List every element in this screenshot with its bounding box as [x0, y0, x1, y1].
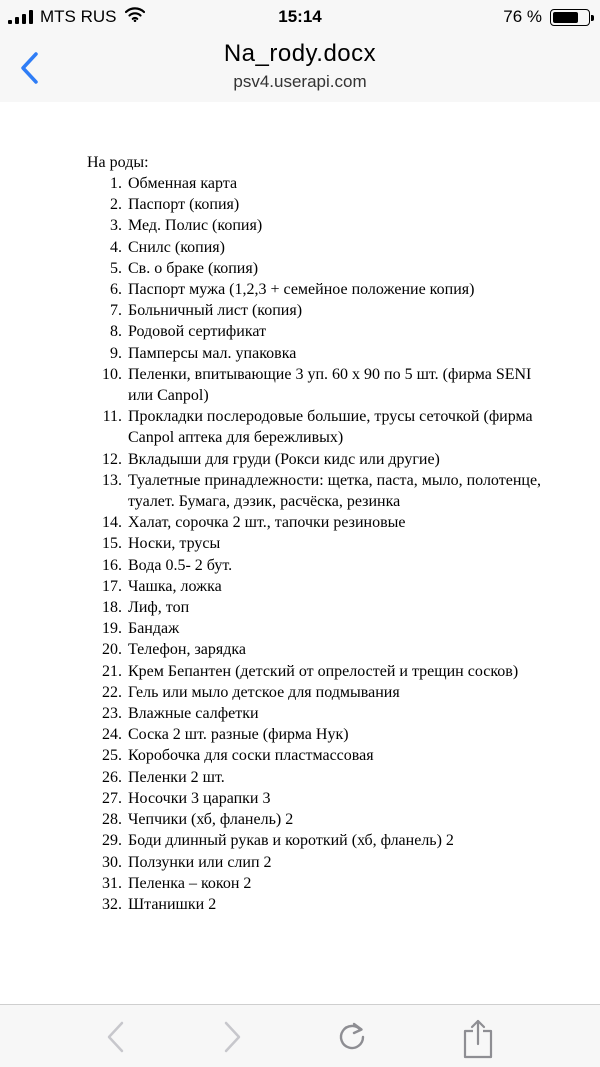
list-item-number: 10.	[102, 365, 122, 383]
list-item-text: Ползунки или слип 2	[128, 853, 272, 871]
list-item-number: 18.	[102, 599, 122, 617]
list-item-number: 2.	[110, 196, 122, 214]
list-item-text: Пеленки, впитывающие 3 уп. 60 х 90 по 5 шт. (фирма SENI или Canpol)	[128, 365, 532, 405]
list-item-text: Св. о браке (копия)	[128, 259, 259, 277]
list-item-number: 26.	[102, 768, 122, 786]
list-item-text: Гель или мыло детское для подмывания	[128, 683, 400, 701]
list-item-text: Коробочка для соски пластмассовая	[128, 747, 374, 765]
list-item	[87, 533, 557, 554]
document-heading: На роды:	[87, 154, 149, 171]
bottom-toolbar	[0, 1004, 600, 1067]
list-item-number: 15.	[102, 535, 122, 553]
list-item-text: Вкладыши для груди (Рокси кидс или другие)	[128, 450, 440, 468]
list-item-number: 22.	[102, 683, 122, 701]
list-item-number: 28.	[102, 811, 122, 829]
list-item	[87, 237, 557, 258]
list-item-number: 31.	[102, 874, 122, 892]
status-right	[503, 7, 590, 27]
list-item	[87, 618, 557, 639]
list-item-text: Халат, сорочка 2 шт., тапочки резиновые	[128, 514, 406, 532]
list-item	[87, 279, 557, 300]
list-item	[87, 512, 557, 533]
list-item-number: 3.	[110, 217, 122, 235]
list-item-text: Чашка, ложка	[128, 577, 222, 595]
list-item-text: Обменная карта	[128, 175, 238, 192]
list-item-text: Туалетные принадлежности: щетка, паста, мыло, полотенце, туалет. Бумага, дэзик, расчёска, резинка	[128, 471, 542, 511]
list-item-text: Крем Бепантен (детский от опрелостей и трещин сосков)	[128, 662, 519, 680]
document-source: psv4.userapi.com	[233, 72, 367, 91]
list-item-number: 30.	[102, 853, 122, 871]
list-item	[87, 788, 557, 809]
list-item	[87, 767, 557, 788]
list-item-number: 25.	[102, 747, 122, 765]
list-item-number: 19.	[102, 620, 122, 638]
list-item	[87, 300, 557, 321]
list-item-text: Мед. Полис (копия)	[128, 217, 263, 235]
list-item	[87, 321, 557, 342]
list-item	[87, 873, 557, 894]
list-item	[87, 830, 557, 851]
list-item-number: 8.	[110, 323, 122, 341]
share-icon	[460, 1019, 496, 1059]
list-item	[87, 745, 557, 766]
list-item	[87, 809, 557, 830]
forward-nav-button[interactable]	[214, 1019, 250, 1055]
chevron-right-icon	[214, 1019, 250, 1055]
list-item-number: 6.	[110, 281, 122, 299]
list-item-text: Пеленка – кокон 2	[128, 874, 252, 892]
list-item	[87, 555, 557, 576]
list-item-text: Боди длинный рукав и короткий (хб, фланель) 2	[128, 832, 454, 850]
list-item-number: 12.	[102, 450, 122, 468]
list-item-number: 4.	[110, 238, 122, 256]
list-item-text: Чепчики (хб, фланель) 2	[128, 811, 294, 829]
carrier-name: MTS RUS	[40, 7, 117, 26]
list-item-number: 23.	[102, 705, 122, 723]
list-item	[87, 364, 557, 406]
battery-icon	[550, 9, 590, 26]
list-item-number: 5.	[110, 259, 122, 277]
list-item-number: 11.	[102, 408, 122, 426]
list-item-number: 17.	[102, 577, 122, 595]
list-item-number: 9.	[110, 344, 122, 362]
list-item-number: 24.	[102, 726, 122, 744]
navigation-bar	[0, 34, 600, 103]
document-title: Na_rody.docx	[223, 40, 377, 67]
list-item-text: Снилс (копия)	[128, 238, 225, 256]
list-item-text: Влажные салфетки	[128, 705, 259, 723]
list-item-number: 27.	[102, 789, 122, 807]
list-item	[87, 682, 557, 703]
list-item-number: 21.	[102, 662, 122, 680]
list-item-text: Родовой сертификат	[128, 323, 267, 341]
checklist	[87, 173, 557, 915]
list-item	[87, 576, 557, 597]
back-nav-button[interactable]	[98, 1019, 134, 1055]
reload-button[interactable]	[334, 1019, 370, 1055]
chevron-left-icon	[98, 1019, 134, 1055]
list-item	[87, 661, 557, 682]
list-item	[87, 703, 557, 724]
list-item	[87, 173, 557, 194]
list-item	[87, 852, 557, 873]
list-item-text: Паспорт мужа (1,2,3 + семейное положение копия)	[128, 281, 475, 299]
list-item	[87, 406, 557, 448]
list-item-text: Больничный лист (копия)	[128, 302, 303, 320]
list-item-text: Паспорт (копия)	[128, 196, 240, 214]
list-item	[87, 194, 557, 215]
list-item	[87, 639, 557, 660]
list-item-number: 13.	[102, 471, 122, 489]
list-item-number: 16.	[102, 556, 122, 574]
list-item-number: 14.	[102, 514, 122, 532]
list-item-text: Носки, трусы	[128, 535, 221, 553]
list-item-number: 32.	[102, 895, 122, 913]
list-item	[87, 449, 557, 470]
document-view[interactable]	[0, 102, 600, 1004]
list-item-number: 7.	[110, 302, 122, 320]
list-item	[87, 215, 557, 236]
status-bar	[0, 0, 600, 34]
list-item-text: Соска 2 шт. разные (фирма Нук)	[128, 726, 349, 744]
list-item-text: Памперсы мал. упаковка	[128, 344, 297, 362]
list-item	[87, 597, 557, 618]
list-item-text: Штанишки 2	[128, 895, 217, 913]
share-button[interactable]	[460, 1019, 496, 1055]
list-item-number: 1.	[110, 175, 122, 192]
list-item-text: Носочки 3 царапки 3	[128, 789, 271, 807]
list-item-text: Лиф, топ	[128, 599, 190, 617]
list-item-text: Телефон, зарядка	[128, 641, 247, 659]
list-item	[87, 258, 557, 279]
list-item-text: Пеленки 2 шт.	[128, 768, 225, 786]
list-item	[87, 724, 557, 745]
list-item	[87, 894, 557, 915]
battery-percent: 76 %	[503, 7, 542, 26]
list-item	[87, 470, 557, 512]
list-item-text: Прокладки послеродовые большие, трусы сеточкой (фирма Canpol аптека для бережливых)	[128, 408, 533, 447]
status-time: 15:14	[278, 7, 322, 26]
reload-icon	[334, 1019, 370, 1055]
list-item	[87, 343, 557, 364]
list-item-text: Вода 0.5- 2 бут.	[128, 556, 233, 574]
list-item-number: 29.	[102, 832, 122, 850]
list-item-text: Бандаж	[128, 620, 180, 638]
list-item-number: 20.	[102, 641, 122, 659]
